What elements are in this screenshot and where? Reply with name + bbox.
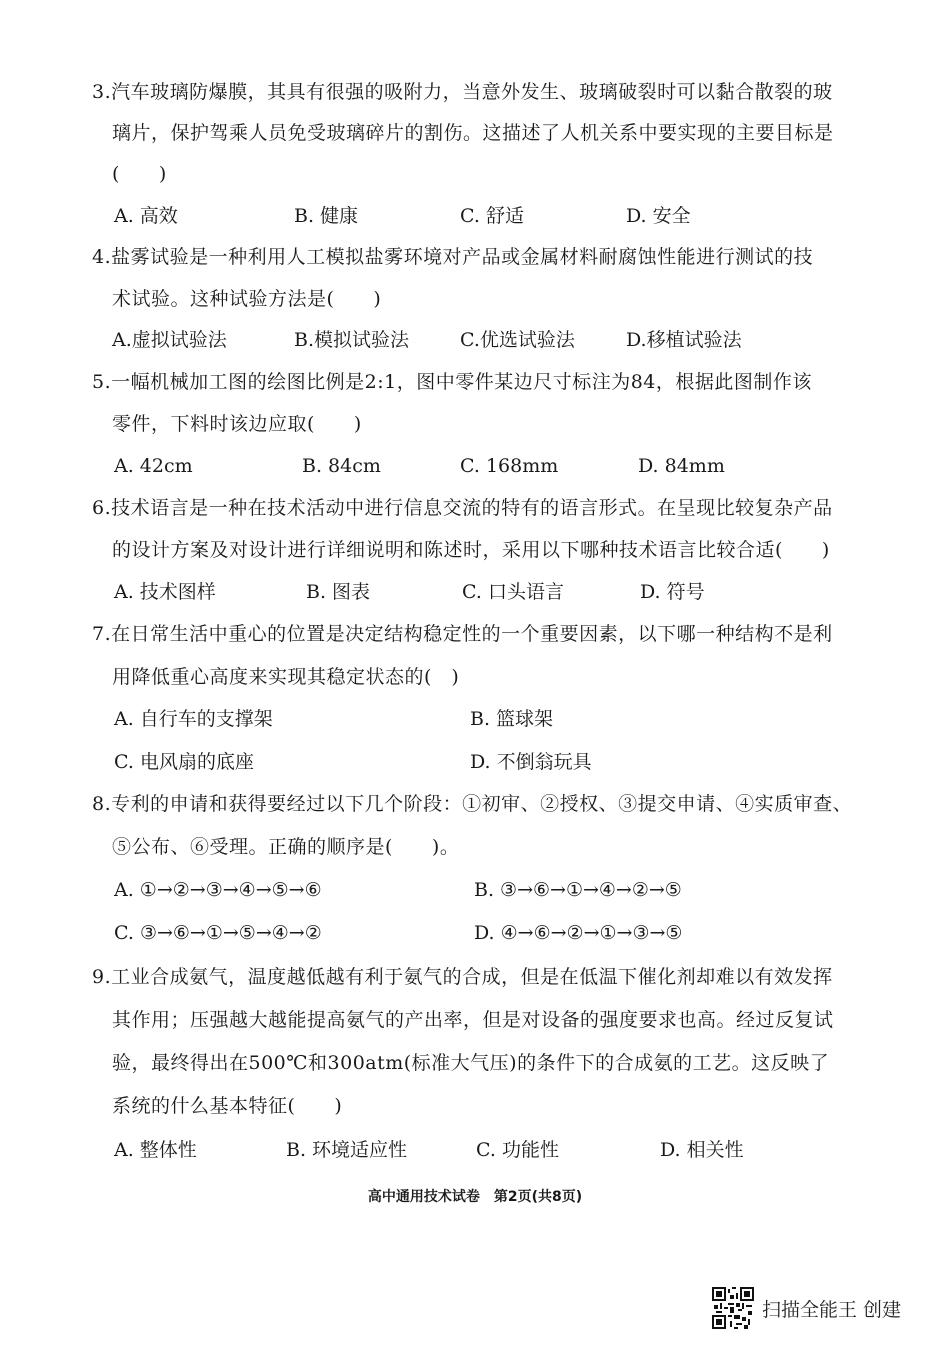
q8-option-c: C. ③→⑥→①→⑤→④→② [114,922,322,944]
q8-option-d: D. ④→⑥→②→①→③→⑤ [474,922,683,944]
q9-option-d: D. 相关性 [660,1139,744,1161]
q6-line-2: 的设计方案及对设计进行详细说明和陈述时，采用以下哪种技术语言比较合适( ) [112,539,830,561]
q9-line-4: 系统的什么基本特征( ) [112,1095,343,1117]
q9-option-c: C. 功能性 [476,1139,559,1161]
q5-option-d: D. 84mm [638,455,725,477]
q7-option-d: D. 不倒翁玩具 [470,751,592,773]
q8-line-1: 8.专利的申请和获得要经过以下几个阶段：①初审、②授权、③提交申请、④实质审查、 [92,793,853,815]
q8-option-b: B. ③→⑥→①→④→②→⑤ [474,879,682,901]
q8-option-a: A. ①→②→③→④→⑤→⑥ [114,879,322,901]
q9-line-3: 验，最终得出在500℃和300atm(标准大气压)的条件下的合成氨的工艺。这反映了 [112,1052,830,1074]
qr-code-icon [712,1287,754,1329]
q9-line-2: 其作用；压强越大越能提高氨气的产出率，但是对设备的强度要求也高。经过反复试 [112,1009,834,1031]
q6-option-a: A. 技术图样 [114,581,216,603]
q9-option-b: B. 环境适应性 [286,1139,408,1161]
q4-line-1: 4.盐雾试验是一种利用人工模拟盐雾环境对产品或金属材料耐腐蚀性能进行测试的技 [92,246,814,268]
q7-line-2: 用降低重心高度来实现其稳定状态的( ) [112,666,460,688]
q3-option-c: C. 舒适 [460,205,524,227]
q6-line-1: 6.技术语言是一种在技术活动中进行信息交流的特有的语言形式。在呈现比较复杂产品 [92,497,833,519]
q7-line-1: 7.在日常生活中重心的位置是决定结构稳定性的一个重要因素，以下哪一种结构不是利 [92,623,833,645]
q8-line-2: ⑤公布、⑥受理。正确的顺序是( )。 [112,836,460,858]
q7-option-b: B. 篮球架 [470,708,554,730]
q3-line-1: 3.汽车玻璃防爆膜，其具有很强的吸附力，当意外发生、玻璃破裂时可以黏合散裂的玻 [92,81,833,103]
q4-line-2: 术试验。这种试验方法是( ) [112,288,382,310]
q6-option-d: D. 符号 [640,581,705,603]
q9-line-1: 9.工业合成氨气，温度越低越有利于氨气的合成，但是在低温下催化剂却难以有效发挥 [92,966,833,988]
q6-option-c: C. 口头语言 [462,581,564,603]
q3-line-2: 璃片，保护驾乘人员免受玻璃碎片的割伤。这描述了人机关系中要实现的主要目标是 [112,122,834,144]
scanner-watermark [712,1286,932,1330]
q9-option-a: A. 整体性 [114,1139,197,1161]
q3-line-3: ( ) [112,163,167,185]
q5-line-1: 5.一幅机械加工图的绘图比例是2:1，图中零件某边尺寸标注为84，根据此图制作该 [92,371,812,393]
q3-option-b: B. 健康 [294,205,359,227]
q7-option-a: A. 自行车的支撑架 [114,708,273,730]
watermark-text: 扫描全能王 创建 [762,1298,902,1321]
q4-option-b: B.模拟试验法 [294,329,410,351]
q5-option-b: B. 84cm [302,455,381,477]
q4-option-d: D.移植试验法 [626,329,742,351]
q5-option-c: C. 168mm [460,455,559,477]
q3-option-d: D. 安全 [626,205,691,227]
q4-option-a: A.虚拟试验法 [112,329,227,351]
q4-option-c: C.优选试验法 [460,329,575,351]
page-footer: 高中通用技术试卷 第2页(共8页) [367,1189,583,1205]
q5-option-a: A. 42cm [114,455,193,477]
q7-option-c: C. 电风扇的底座 [114,751,254,773]
q3-option-a: A. 高效 [114,205,178,227]
q6-option-b: B. 图表 [306,581,371,603]
q5-line-2: 零件，下料时该边应取( ) [112,413,362,435]
